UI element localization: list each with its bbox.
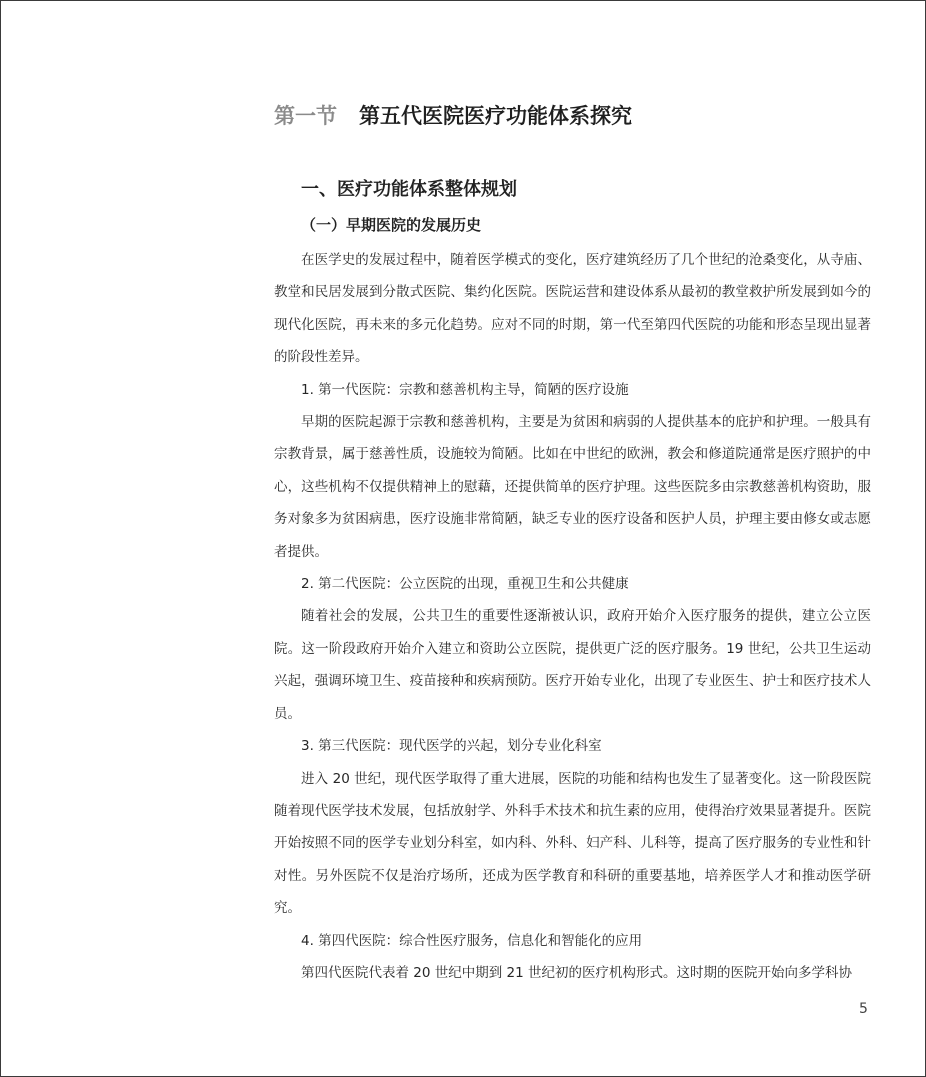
intro-paragraph: 在医学史的发展过程中，随着医学模式的变化，医疗建筑经历了几个世纪的沧桑变化，从寺庙、教堂和民居发展到分散式医院、集约化医院。医院运营和建设体系从最初的教堂救护所发展到如今的现代化医院，再未来的多元化趋势。应对不同的时期，第一代至第四代医院的功能和形态呈现出显著的阶段性差异。 [274,252,871,366]
section-label: 第一节 [274,104,337,128]
body-text [274,244,871,989]
section-title [274,101,632,131]
heading-level-2: （一）早期医院的发展历史 [301,216,482,234]
generation-2-title: 2. 第二代医院：公立医院的出现，重视卫生和公共健康 [301,576,629,593]
generation-3-title: 3. 第三代医院：现代医学的兴起，划分专业化科室 [301,738,602,755]
generation-2-paragraph: 随着社会的发展，公共卫生的重要性逐渐被认识，政府开始介入医疗服务的提供，建立公立医院。这一阶段政府开始介入建立和资助公立医院，提供更广泛的医疗服务。19 世纪，公共卫生运动兴起，强调环境卫生、疫苗接种和疾病预防。医疗开始专业化，出现了专业医生、护士和医疗技术人员。 [274,608,871,722]
generation-1-title: 1. 第一代医院：宗教和慈善机构主导，简陋的医疗设施 [301,381,629,398]
generation-4-title: 4. 第四代医院：综合性医疗服务，信息化和智能化的应用 [301,932,643,949]
generation-3-paragraph: 进入 20 世纪，现代医学取得了重大进展，医院的功能和结构也发生了显著变化。这一阶段医院随着现代医学技术发展，包括放射学、外科手术技术和抗生素的应用，使得治疗效果显著提升。医院开始按照不同的医学专业划分科室，如内科、外科、妇产科、儿科等，提高了医疗服务的专业性和针对性。另外医院不仅是治疗场所，还成为医学教育和科研的重要基地，培养医学人才和推动医学研究。 [274,770,871,917]
section-title-text: 第五代医院医疗功能体系探究 [359,104,632,128]
heading-level-1: 一、医疗功能体系整体规划 [301,179,517,200]
generation-4-paragraph: 第四代医院代表着 20 世纪中期到 21 世纪初的医疗机构形式。这时期的医院开始向多学科协 [301,964,853,981]
generation-1-paragraph: 早期的医院起源于宗教和慈善机构，主要是为贫困和病弱的人提供基本的庇护和护理。一般具有宗教背景，属于慈善性质，设施较为简陋。比如在中世纪的欧洲，教会和修道院通常是医疗照护的中心，这些机构不仅提供精神上的慰藉，还提供简单的医疗护理。这些医院多由宗教慈善机构资助，服务对象多为贫困病患，医疗设施非常简陋，缺乏专业的医疗设备和医护人员，护理主要由修女或志愿者提供。 [274,414,871,560]
page-number: 5 [859,1001,868,1017]
